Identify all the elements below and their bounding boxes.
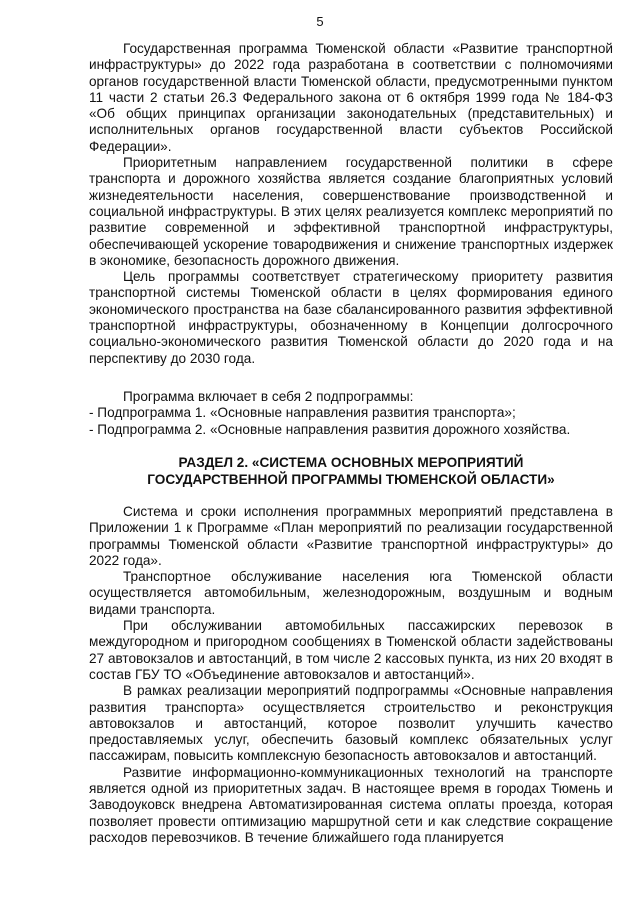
section-2-body	[89, 504, 613, 846]
section-heading-line-2: ГОСУДАРСТВЕННОЙ ПРОГРАММЫ ТЮМЕНСКОЙ ОБЛАСТИ»	[147, 472, 555, 487]
paragraph-bus-stations: При обслуживании автомобильных пассажирских перевозок в междугородном и пригородном сообщениях в Тюменской области задействованы 27 автовокзалов и автостанций, в том числе 2 кассовых пункта, из них 20 входят в состав ГБУ ТО «Объединение автовокзалов и автостанций».	[89, 618, 613, 682]
paragraph-ict-development: Развитие информационно-коммуникационных технологий на транспорте является одной из приоритетных задач. В настоящее время в городах Тюмень и Заводоуковск внедрена Автоматизированная система оплаты проезда, которая позволяет провести оптимизацию маршрутной сети и как следствие сокращение расходов перевозчиков. В течение ближайшего года планируется	[89, 764, 613, 845]
paragraph-construction: В рамках реализации мероприятий подпрограммы «Основные направления развития транспорта» осуществляется строительство и реконструкция автовокзалов и автостанций, которое позволит улучшить качество предоставляемых услуг, обеспечить базовый комплекс обязательных услуг пассажирам, повысить комплексную безопасность автовокзалов и автостанций.	[89, 683, 613, 764]
page-number: 5	[316, 14, 324, 29]
subprogram-list-intro: Программа включает в себя 2 подпрограммы:	[123, 389, 414, 404]
paragraph-system-and-terms: Система и сроки исполнения программных мероприятий представлена в Приложении 1 к Программе «План мероприятий по реализации государственной программы Тюменской области «Развитие транспортной инфраструктуры» до 2022 года».	[89, 504, 613, 568]
paragraph-program-goal: Цель программы соответствует стратегическому приоритету развития транспортной системы Тюменской области в целях формирования единого экономического пространства на базе сбалансированного развития эффективной транспортной инфраструктуры, обозначенному в Концепции долгосрочного социально-экономического развития Тюменской области до 2020 года и на перспективу до 2030 года.	[89, 269, 613, 366]
subprogram-item-2: - Подпрограмма 2. «Основные направления развития дорожного хозяйства.	[89, 421, 571, 437]
paragraph-program-basis: Государственная программа Тюменской области «Развитие транспортной инфраструктуры» до 2022 года разработана в соответствии с полномочиями органов государственной власти Тюменской области, предусмотренными пунктом 11 части 2 статьи 26.3 Федерального закона от 6 октября 1999 года № 184-ФЗ «Об общих принципах организации законодательных (представительных) и исполнительных органов государственной власти субъектов Российской Федерации».	[89, 41, 613, 154]
section-heading-line-1: РАЗДЕЛ 2. «СИСТЕМА ОСНОВНЫХ МЕРОПРИЯТИЙ	[178, 455, 524, 470]
paragraph-priority-direction: Приоритетным направлением государственной политики в сфере транспорта и дорожного хозяйства является создание благоприятных условий жизнедеятельности населения, совершенствование производственной и социальной инфраструктуры. В этих целях реализуется комплекс мероприятий по развитие современной и эффективной транспортной инфраструктуры, обеспечивающей ускорение товародвижения и снижение транспортных издержек в экономике, безопасность дорожного движения.	[89, 155, 613, 268]
subprogram-item-1: - Подпрограмма 1. «Основные направления развития транспорта»;	[89, 405, 516, 421]
paragraph-transport-service: Транспортное обслуживание населения юга Тюменской области осуществляется автомобильным, железнодорожным, воздушным и водным видами транспорта.	[89, 569, 613, 617]
subprogram-list	[89, 389, 613, 438]
section-heading	[89, 454, 613, 488]
intro-section	[89, 41, 613, 367]
